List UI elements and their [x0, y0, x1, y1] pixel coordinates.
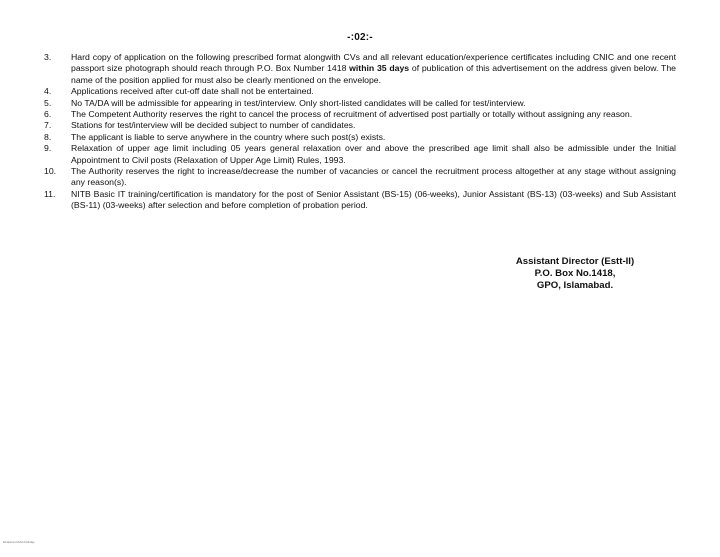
page-number: -:02:- [347, 32, 373, 43]
list-item-9 [46, 143, 676, 166]
list-item-5 [46, 98, 676, 109]
signature-block [500, 256, 650, 291]
item-number: 7. [44, 120, 52, 131]
list-item-7 [46, 120, 676, 131]
item-text-part: of publication of this advertisement on the address given below. The name of the position applied for must also be clearly mentioned on the envelope. [71, 63, 676, 85]
item-text: The Authority reserves the right to increase/decrease the number of vacancies or cancel the recruitment process altogether at any stage without assigning any reason(s). [71, 166, 676, 188]
item-text: No TA/DA will be admissible for appearing in test/interview. Only short-listed candidates will be called for test/interview. [71, 97, 526, 108]
item-number: 11. [44, 188, 56, 199]
item-number: 8. [44, 131, 52, 142]
item-number: 4. [44, 86, 52, 97]
item-number: 9. [44, 143, 52, 154]
item-number: 10. [44, 166, 57, 177]
signatory-location: GPO, Islamabad. [536, 279, 614, 291]
list-item-4 [46, 86, 676, 97]
item-text [71, 52, 676, 86]
item-text: The Competent Authority reserves the right to cancel the process of recruitment of advertised post partially or totally without assigning any reason. [71, 109, 633, 120]
item-text: Stations for test/interview will be decided subject to number of candidates. [71, 120, 356, 131]
item-number: 6. [44, 109, 52, 120]
item-number: 3. [44, 52, 52, 62]
item-text: NITB Basic IT training/certification is mandatory for the post of Senior Assistant (BS-15) (06-weeks), Junior Assistant (BS-13) (03-weeks) and Sub Assistant (BS-11) (03-weeks) after selection and before completion of probation period. [71, 188, 676, 211]
list-item-6 [46, 109, 676, 120]
list-item-10 [46, 166, 676, 189]
deadline-emphasis: within 35 days [349, 63, 410, 74]
item-text: Applications received after cut-off date shall not be entertained. [71, 86, 314, 97]
list-item-11 [46, 189, 676, 212]
signatory-po-box: P.O. Box No.1418, [534, 267, 616, 279]
instructions-list [46, 52, 676, 212]
item-number: 5. [44, 97, 52, 108]
item-text: The applicant is liable to serve anywhere in the country where such post(s) exists. [71, 131, 386, 142]
signatory-title: Assistant Director (Estt-II) [515, 256, 635, 267]
list-item-3 [46, 52, 676, 86]
footer-tag: ikhatarooz/ASC/Holiday [3, 540, 35, 544]
item-text-part: Hard copy of application on the following prescribed format alongwith CVs and all relevant education/experience certificates including CNIC and one recent passport size photograph should reach through P.O. Box Number 1418 [71, 52, 676, 74]
list-item-8 [46, 132, 676, 143]
item-text: Relaxation of upper age limit including 05 years general relaxation over and above the prescribed age limit shall also be admissible under the Initial Appointment to Civil posts (Relaxation of Upper Age Limit) Rules, 1993. [71, 143, 676, 165]
